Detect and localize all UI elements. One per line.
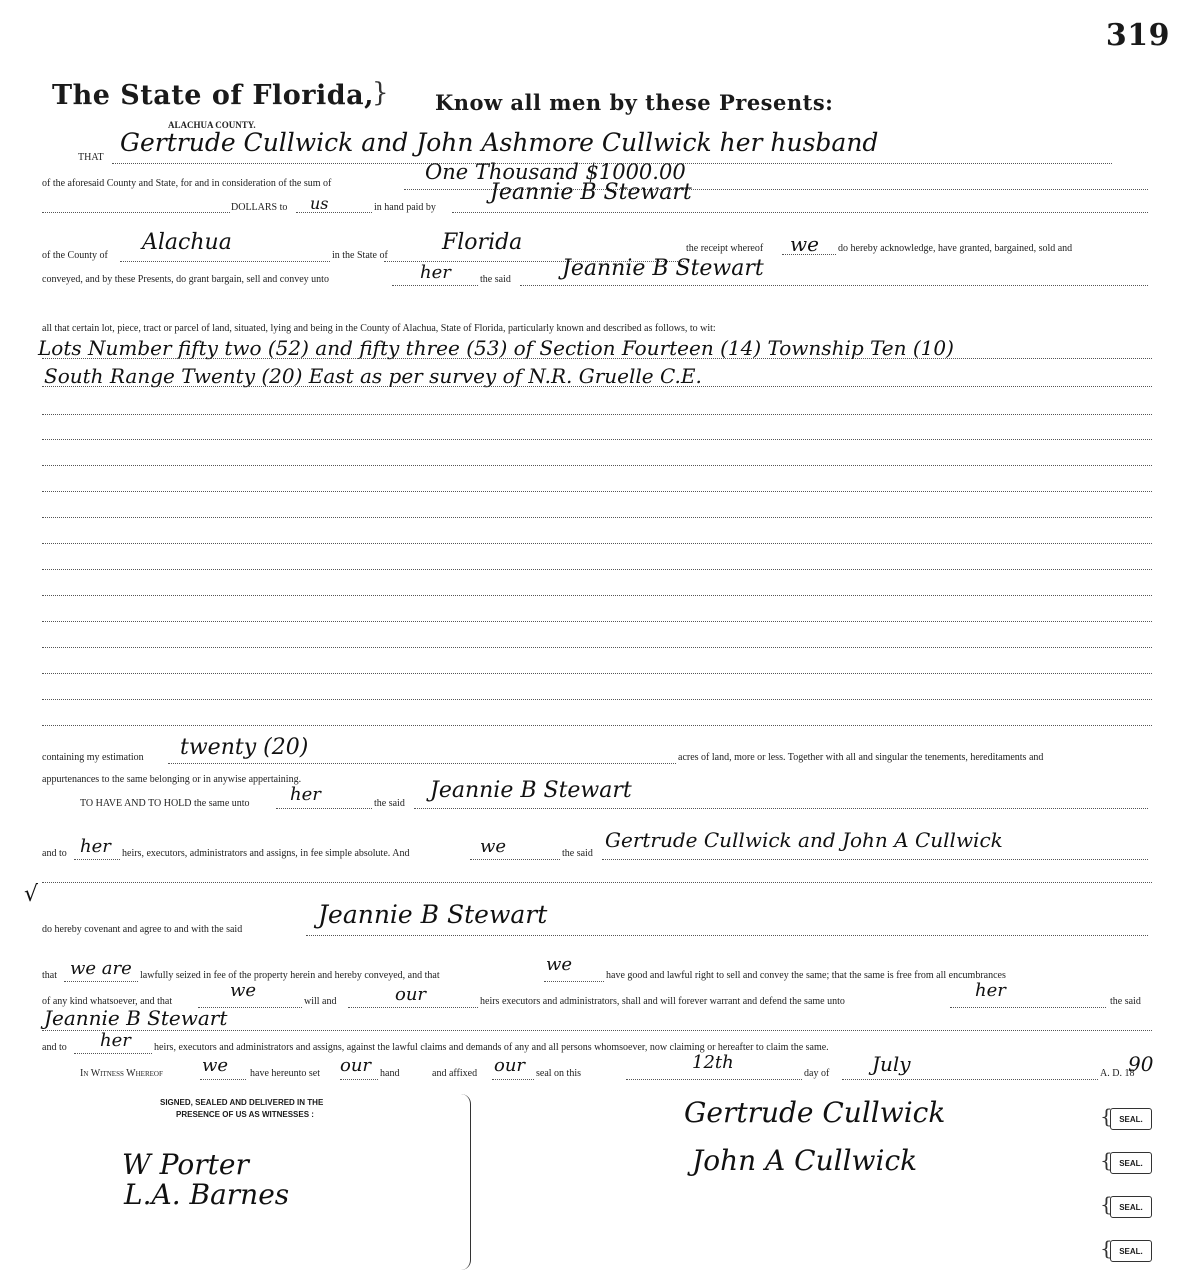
hw-have-said: Jeannie B Stewart xyxy=(430,778,632,803)
hw-state: Florida xyxy=(442,230,523,255)
receipt-label: the receipt whereof xyxy=(686,243,764,254)
seal-brace-3: { xyxy=(1100,1192,1113,1216)
and-affixed-label: and affixed xyxy=(432,1068,478,1079)
header-brace: } xyxy=(372,78,389,108)
hw-dollars-to: us xyxy=(310,194,329,213)
the-said-label-3: the said xyxy=(562,848,593,859)
hw-we-are: we are xyxy=(70,958,132,979)
hw-acreage: twenty (20) xyxy=(180,735,309,760)
the-said-label-1: the said xyxy=(480,274,511,285)
all-that-label: all that certain lot, piece, tract or parcel of land, situated, lying and being in the County of Alachua, State of Florida, particularly known and described as follows, to wit: xyxy=(42,323,716,334)
seal-brace-4: { xyxy=(1100,1236,1113,1260)
hw-year: 90 xyxy=(1128,1052,1154,1076)
witness-1: W Porter xyxy=(122,1148,249,1181)
appurtenances-label: appurtenances to the same belonging or in anywise appertaining. xyxy=(42,774,302,785)
signed-label: SIGNED, SEALED AND DELIVERED IN THE xyxy=(160,1098,324,1107)
signature-1: Gertrude Cullwick xyxy=(684,1096,946,1129)
hw-witness-we: we xyxy=(202,1055,229,1076)
seal-brace-2: { xyxy=(1100,1148,1113,1172)
containing-label: containing my estimation xyxy=(42,752,144,763)
seal-on-label: seal on this xyxy=(536,1068,581,1079)
covenant-label: do hereby covenant and agree to and with the said xyxy=(42,924,243,935)
hw-and-who: we xyxy=(480,836,507,857)
the-said-label-2: the said xyxy=(374,798,405,809)
presence-label: PRESENCE OF US AS WITNESSES : xyxy=(176,1110,314,1119)
hw-grantee2: Jeannie B Stewart xyxy=(44,1006,228,1030)
hw-and-to2: her xyxy=(100,1030,131,1051)
that-label: THAT xyxy=(78,152,104,163)
that-lower-label: that xyxy=(42,970,57,981)
hw-unto2: her xyxy=(975,980,1006,1001)
hw-desc-2: South Range Twenty (20) East as per survey of N.R. Gruelle C.E. xyxy=(44,364,702,388)
hw-grantors: Gertrude Cullwick and John Ashmore Cullwick her husband xyxy=(120,128,879,157)
will-and-label: will and xyxy=(304,996,337,1007)
aforesaid-label: of the aforesaid County and State, for and in consideration of the sum of xyxy=(42,178,332,189)
seal-box-3: SEAL. xyxy=(1110,1196,1152,1218)
signature-2: John A Cullwick xyxy=(692,1144,918,1177)
county-of-label: of the County of xyxy=(42,250,108,261)
heading: Know all men by these Presents: xyxy=(435,90,834,115)
state-of-label: in the State of xyxy=(332,250,388,261)
to-have-label: TO HAVE AND TO HOLD the same unto xyxy=(80,798,250,809)
hw-have-unto: her xyxy=(290,784,321,805)
hw-paid-by: Jeannie B Stewart xyxy=(490,180,692,205)
heirs-fee-label: heirs, executors, administrators and assigns, in fee simple absolute. And xyxy=(122,848,410,859)
paid-by-label: in hand paid by xyxy=(374,202,436,213)
in-witness-label: In Witness Whereof xyxy=(80,1068,163,1079)
of-any-kind-label: of any kind whatsoever, and that xyxy=(42,996,173,1007)
hw-that-we: we xyxy=(546,954,573,975)
seal-box-4: SEAL. xyxy=(1110,1240,1152,1262)
hand-label: hand xyxy=(380,1068,400,1079)
page-number: 319 xyxy=(1105,18,1170,53)
county-label: ALACHUA COUNTY. xyxy=(168,120,256,130)
hw-and-to: her xyxy=(80,836,111,857)
hw-grantors-short: Gertrude Cullwick and John A Cullwick xyxy=(605,828,1003,852)
hw-covenant-with: Jeannie B Stewart xyxy=(318,900,548,929)
dollars-to-label: DOLLARS to xyxy=(231,202,288,213)
hw-desc-1: Lots Number fifty two (52) and fifty three (53) of Section Fourteen (14) Township Ten (10) xyxy=(38,336,954,360)
hw-grantee: Jeannie B Stewart xyxy=(562,256,764,281)
acres-label: acres of land, more or less. Together with all and singular the tenements, hereditaments and xyxy=(678,752,1044,763)
hw-county: Alachua xyxy=(142,230,232,255)
heirs-exec-label: heirs executors and administrators, shall and will forever warrant and defend the same unto xyxy=(480,996,845,1007)
lawfully-label: lawfully seized in fee of the property herein and hereby conveyed, and that xyxy=(140,970,440,981)
ad-label: A. D. 18 xyxy=(1100,1068,1135,1079)
seal-box-1: SEAL. xyxy=(1110,1108,1152,1130)
witness-2: L.A. Barnes xyxy=(124,1178,290,1211)
hw-day: 12th xyxy=(692,1052,734,1073)
the-said-end-label: the said xyxy=(1110,996,1141,1007)
hw-we2: we xyxy=(230,980,257,1001)
seal-box-2: SEAL. xyxy=(1110,1152,1152,1174)
hw-sum: One Thousand $1000.00 xyxy=(425,160,686,184)
hw-unto: her xyxy=(420,262,451,283)
hw-month: July xyxy=(872,1052,911,1076)
conveyed-label: conveyed, and by these Presents, do grant bargain, sell and convey unto xyxy=(42,274,329,285)
hw-one-seal: our xyxy=(494,1055,526,1076)
hw-receipt: we xyxy=(790,232,819,256)
hw-our: our xyxy=(395,984,427,1005)
and-to-label-2: and to xyxy=(42,1042,67,1053)
acknowledge-label: do hereby acknowledge, have granted, bargained, sold and xyxy=(838,243,1073,254)
heirs-claims-label: heirs, executors and administrators and assigns, against the lawful claims and demands of any and all persons whomsoever, now claiming or hereafter to claim the same. xyxy=(154,1042,829,1053)
good-lawful-label: have good and lawful right to sell and convey the same; that the same is free from all encumbrances xyxy=(606,970,1006,981)
seal-brace-1: { xyxy=(1100,1104,1113,1128)
and-to-label: and to xyxy=(42,848,67,859)
hw-our-hand: our xyxy=(340,1055,372,1076)
witness-divider xyxy=(458,1094,471,1270)
state-title: The State of Florida, xyxy=(52,80,375,111)
margin-check: √ xyxy=(24,882,39,907)
have-hereunto-label: have hereunto set xyxy=(250,1068,320,1079)
day-of-label: day of xyxy=(804,1068,830,1079)
